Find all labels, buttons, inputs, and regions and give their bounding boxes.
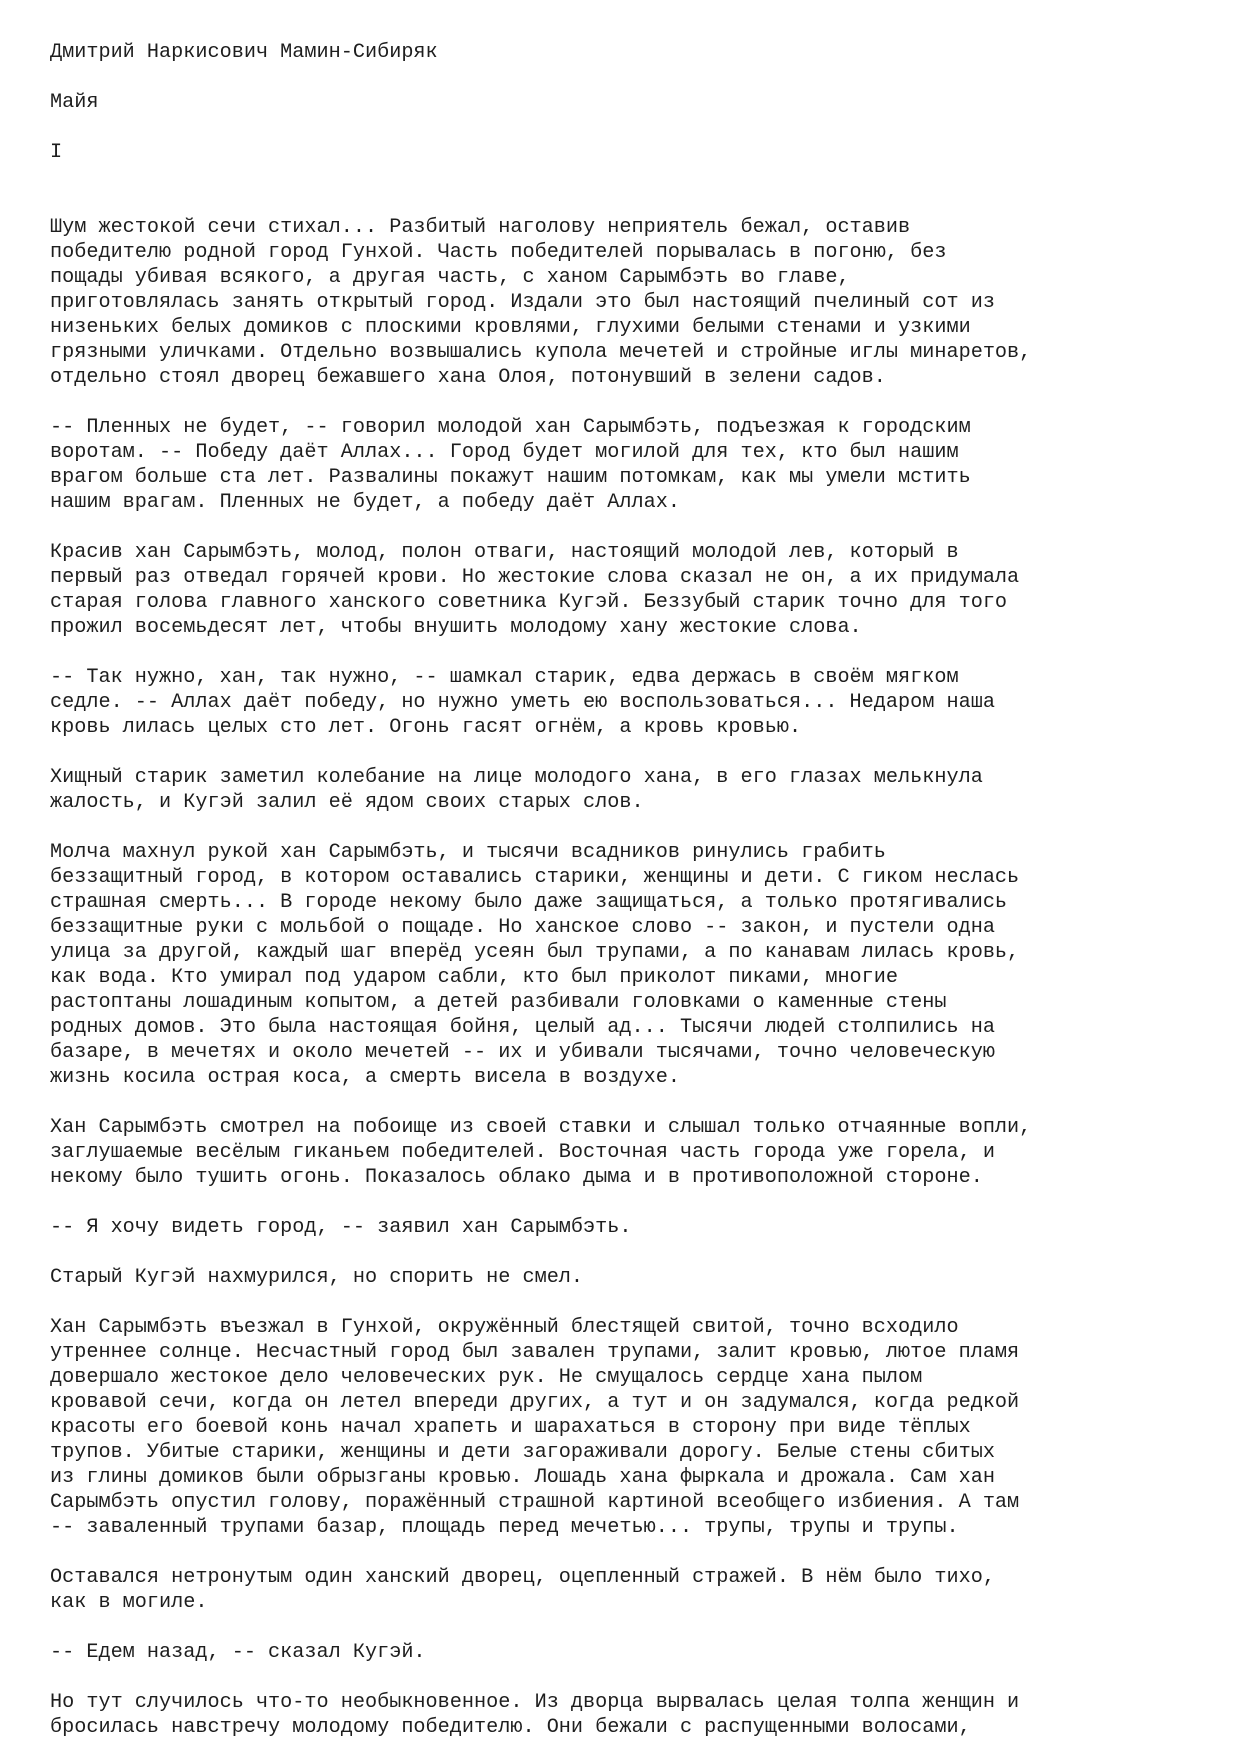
blank-line	[50, 1090, 1210, 1115]
blank-line	[50, 815, 1210, 840]
text-line: Но тут случилось что-то необыкновенное. Из дворца вырвалась целая толпа женщин и	[50, 1691, 1020, 1714]
blank-line	[50, 515, 1210, 540]
text-line: Хан Сарымбэть въезжал в Гунхой, окружённый блестящей свитой, точно всходило	[50, 1316, 959, 1339]
blank-line	[50, 1615, 1210, 1640]
text-line: как вода. Кто умирал под ударом сабли, кто был приколот пиками, многие	[50, 966, 899, 989]
blank-line	[50, 640, 1210, 665]
blank-line	[50, 1540, 1210, 1565]
text-line: первый раз отведал горячей крови. Но жестокие слова сказал не он, а их придумала	[50, 566, 1020, 589]
text-line: Дмитрий Наркисович Мамин-Сибиряк	[50, 41, 438, 64]
text-line: жизнь косила острая коса, а смерть висела в воздухе.	[50, 1066, 680, 1089]
text-line: седле. -- Аллах даёт победу, но нужно уметь ею воспользоваться... Недаром наша	[50, 691, 995, 714]
blank-line	[50, 1665, 1210, 1690]
text-line: Сарымбэть опустил голову, поражённый страшной картиной всеобщего избиения. А там	[50, 1491, 1020, 1514]
text-line: низеньких белых домиков с плоскими кровлями, глухими белыми стенами и узкими	[50, 316, 971, 339]
text-line: кровавой сечи, когда он летел впереди других, а тут и он задумался, когда редкой	[50, 1391, 1020, 1414]
text-line: -- Едем назад, -- сказал Кугэй.	[50, 1641, 426, 1664]
text-line: пощады убивая всякого, а другая часть, с ханом Сарымбэть во главе,	[50, 266, 850, 289]
text-line: утреннее солнце. Несчастный город был завален трупами, залит кровью, лютое пламя	[50, 1341, 1020, 1364]
text-line: как в могиле.	[50, 1591, 208, 1614]
text-line: -- Я хочу видеть город, -- заявил хан Сарымбэть.	[50, 1216, 632, 1239]
text-line: растоптаны лошадиным копытом, а детей разбивали головками о каменные стены	[50, 991, 947, 1014]
blank-line	[50, 740, 1210, 765]
text-line: Старый Кугэй нахмурился, но спорить не смел.	[50, 1266, 584, 1289]
blank-line	[50, 115, 1210, 140]
text-line: беззащитный город, в котором оставались старики, женщины и дети. С гиком неслась	[50, 866, 1020, 889]
text-line: воротам. -- Победу даёт Аллах... Город будет могилой для тех, кто был нашим	[50, 441, 959, 464]
blank-line	[50, 390, 1210, 415]
text-line: прожил восемьдесят лет, чтобы внушить молодому хану жестокие слова.	[50, 616, 862, 639]
text-line: врагом больше ста лет. Развалины покажут нашим потомкам, как мы умели мстить	[50, 466, 971, 489]
text-line: кровь лилась целых сто лет. Огонь гасят огнём, а кровь кровью.	[50, 716, 802, 739]
blank-line	[50, 1290, 1210, 1315]
text-line: Шум жестокой сечи стихал... Разбитый наголову неприятель бежал, оставив	[50, 216, 911, 239]
text-line: из глины домиков были обрызганы кровью. Лошадь хана фыркала и дрожала. Сам хан	[50, 1466, 995, 1489]
text-line: Оставался нетронутым один ханский дворец, оцепленный стражей. В нём было тихо,	[50, 1566, 995, 1589]
text-line: беззащитные руки с мольбой о пощаде. Но ханское слово -- закон, и пустели одна	[50, 916, 995, 939]
text-line: некому было тушить огонь. Показалось облако дыма и в противоположной стороне.	[50, 1166, 983, 1189]
text-line: Хищный старик заметил колебание на лице молодого хана, в его глазах мелькнула	[50, 766, 983, 789]
text-line: заглушаемые весёлым гиканьем победителей. Восточная часть города уже горела, и	[50, 1141, 995, 1164]
text-line: страшная смерть... В городе некому было даже защищаться, а только протягивались	[50, 891, 1008, 914]
blank-line	[50, 165, 1210, 190]
text-line: -- Так нужно, хан, так нужно, -- шамкал старик, едва держась в своём мягком	[50, 666, 959, 689]
text-line: жалость, и Кугэй залил её ядом своих старых слов.	[50, 791, 644, 814]
blank-line	[50, 65, 1210, 90]
text-line: -- Пленных не будет, -- говорил молодой хан Сарымбэть, подъезжая к городским	[50, 416, 971, 439]
text-line: базаре, в мечетях и около мечетей -- их и убивали тысячами, точно человеческую	[50, 1041, 995, 1064]
text-line: Майя	[50, 91, 99, 114]
text-line: трупов. Убитые старики, женщины и дети загораживали дорогу. Белые стены сбитых	[50, 1441, 995, 1464]
document-text	[50, 40, 1210, 1740]
text-line: победителю родной город Гунхой. Часть победителей порывалась в погоню, без	[50, 241, 947, 264]
blank-line	[50, 1190, 1210, 1215]
text-line: Молча махнул рукой хан Сарымбэть, и тысячи всадников ринулись грабить	[50, 841, 886, 864]
text-line: грязными уличками. Отдельно возвышались купола мечетей и стройные иглы минаретов,	[50, 341, 1032, 364]
text-line: I	[50, 141, 63, 164]
text-line: старая голова главного ханского советника Кугэй. Беззубый старик точно для того	[50, 591, 1008, 614]
blank-line	[50, 1240, 1210, 1265]
text-line: бросилась навстречу молодому победителю. Они бежали с распущенными волосами,	[50, 1716, 971, 1739]
text-line: -- заваленный трупами базар, площадь перед мечетью... трупы, трупы и трупы.	[50, 1516, 959, 1539]
text-line: отдельно стоял дворец бежавшего хана Олоя, потонувший в зелени садов.	[50, 366, 886, 389]
text-line: Красив хан Сарымбэть, молод, полон отваги, настоящий молодой лев, который в	[50, 541, 959, 564]
blank-line	[50, 190, 1210, 215]
text-line: приготовлялась занять открытый город. Издали это был настоящий пчелиный сот из	[50, 291, 995, 314]
text-line: родных домов. Это была настоящая бойня, целый ад... Тысячи людей столпились на	[50, 1016, 995, 1039]
text-line: довершало жестокое дело человеческих рук. Не смущалось сердце хана пылом	[50, 1366, 923, 1389]
text-line: красоты его боевой конь начал храпеть и шарахаться в сторону при виде тёплых	[50, 1416, 971, 1439]
text-line: улица за другой, каждый шаг вперёд усеян был трупами, а по канавам лилась кровь,	[50, 941, 1020, 964]
text-line: Хан Сарымбэть смотрел на побоище из своей ставки и слышал только отчаянные вопли,	[50, 1116, 1032, 1139]
text-line: нашим врагам. Пленных не будет, а победу даёт Аллах.	[50, 491, 680, 514]
